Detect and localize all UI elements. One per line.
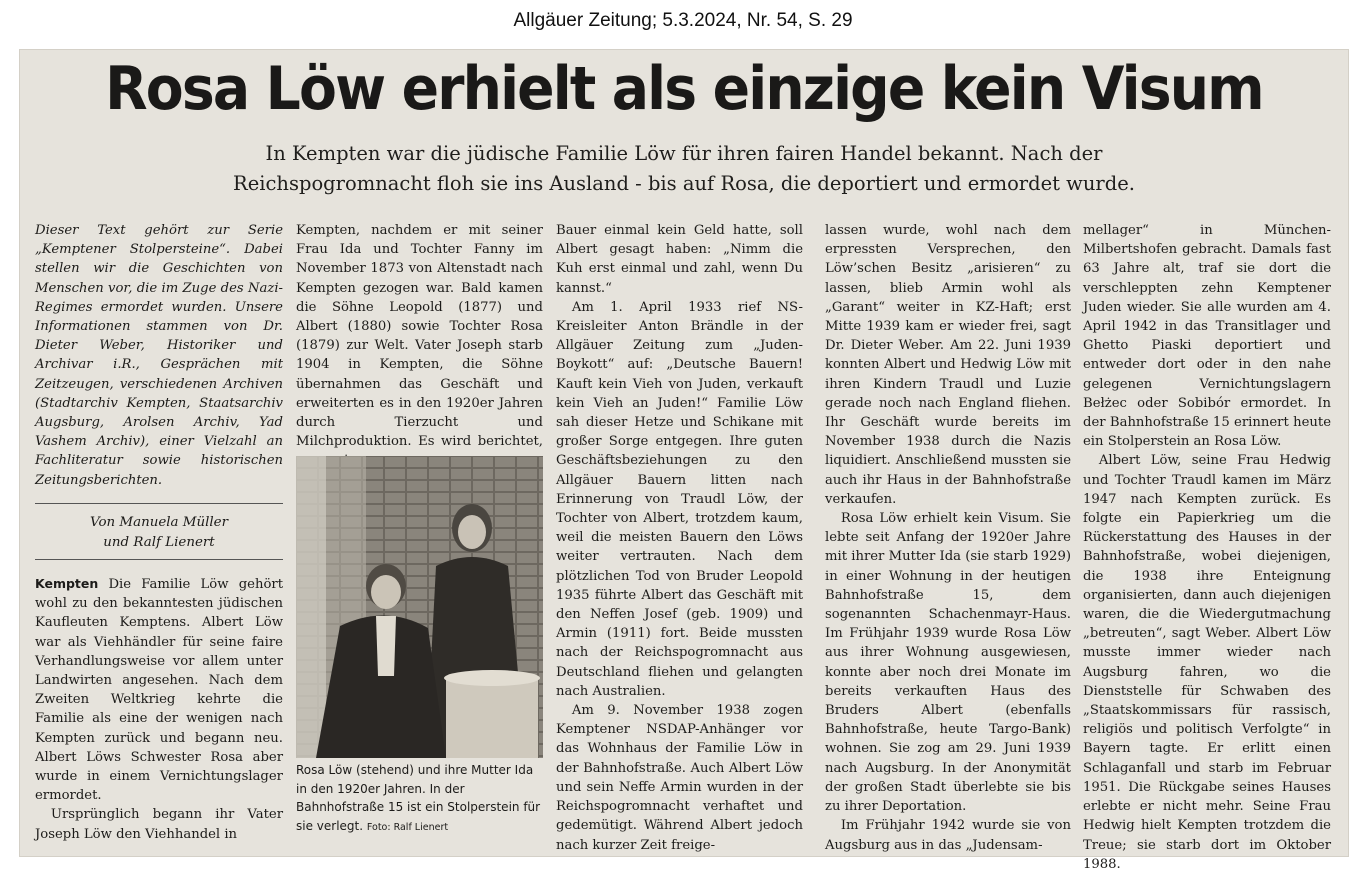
photo-credit: Foto: Ralf Lienert [366,821,449,833]
paragraph: Kempten, nachdem er mit seiner Frau Ida und Tochter Fanny im November 1873 von Altenstadt nach Kempten gezogen war. Bald kamen die Söhne Leopold (1877) und Albert (1880) sowie Tochter Rosa (1879) zur Welt. Vater Joseph starb 1904 in Kempten, die Söhne übernahmen das Geschäft und erweiterten es in den 1920er Jahren durch Tierzucht und Milchproduktion. Es wird berichtet, [296,223,543,450]
paragraph: Kempten Die Familie Löw gehört wohl zu den bekanntesten jüdischen Kaufleuten Kemptens. Albert Löw war als Viehhändler für seine faire Verhandlungsweise vor allem unter Landwirten angesehen. Nach dem Zweiten Weltkrieg kehrte die Familie als eine der wenigen nach Kempten zurück und begann neu. Albert Löws Schwester Rosa aber wurde in einem Vernichtungslager ermordet. [35,576,283,804]
subhead-line-1: In Kempten war die jüdische Familie Löw für ihren fairen Handel bekannt. Nach der [265,142,1103,165]
caption-text: Rosa Löw (stehend) und ihre Mutter Ida in den 1920er Jahren. In der Bahnhofstraße 15 ist ein Stolperstein für sie verlegt. [296,763,541,833]
headline: Rosa Löw erhielt als einzige kein Visum [105,54,1263,124]
paragraph: Rosa Löw erhielt kein Visum. Sie lebte seit Anfang der 1920er Jahre mit ihrer Mutter Ida (sie starb 1929) in einer Wohnung in der heutigen Bahnhofstraße 15, dem sogenannten Schachenmayr-Haus. Im Frühjahr 1939 wurde Rosa Löw aus ihrer Wohnung ausgewiesen, konnte aber noch drei Monate im bereits verkauften Haus des Bruders Albert (ebenfalls Bahnhofstraße, heute Targo-Bank) wohnen. Sie zog am 29. Juni 1939 nach Augsburg. In der Anonymität der großen Stadt überlebte sie bis zu ihrer Deportation. [825,511,1071,815]
paragraph: Am 9. November 1938 zogen Kemptener NSDAP-Anhänger vor das Wohnhaus der Familie Löw in der Bahnhofstraße. Auch Albert Löw und sein Neffe Armin wurden in der Reichspogromnacht verhaftet und gedemütigt. Während Albert jedoch nach kurzer Zeit freige- [556,703,803,853]
source-line: Allgäuer Zeitung; 5.3.2024, Nr. 54, S. 29 [513,10,853,31]
byline-line-1: Von Manuela Müller [90,515,228,530]
paragraph: Ursprünglich begann ihr Vater Joseph Löw den Viehhandel in [35,807,283,842]
paragraph: Im Frühjahr 1942 wurde sie von Augsburg aus in das „Judensam- [825,818,1071,853]
photo-caption [296,761,543,837]
subhead-line-2: Reichspogromnacht floh sie ins Ausland - bis auf Rosa, die deportiert und ermordet wurde. [233,172,1135,195]
column-1 [35,221,283,490]
divider-bottom [35,559,283,560]
paragraph: lassen wurde, wohl nach dem erpressten Versprechen, den Löw’schen Besitz „arisieren“ zu lassen, blieb Armin wohl als „Garant“ weiter in KZ-Haft; erst Mitte 1939 kam er wieder frei, sagt Dr. Dieter Weber. Am 22. Juni 1939 konnten Albert und Hedwig Löw mit ihren Kindern Traudl und Luzie gerade noch nach England fliehen. Ihr Geschäft wurde bereits im November 1938 durch die Nazis liquidiert. Anschließend mussten sie auch ihr Haus in der Bahnhofstraße verkaufen. [825,223,1071,507]
byline [35,513,283,553]
paragraph: Am 1. April 1933 rief NS-Kreisleiter Anton Brändle in der Allgäuer Zeitung zum „Juden-Boykott“ auf: „Deutsche Bauern! Kauft kein Vieh von Juden, verkauft kein Vieh an Juden!“ Familie Löw sah dieser Hetze und Schikane mit großer Sorge entgegen. Ihre guten Geschäftsbeziehungen zu den Allgäuer Bauern litten nach Erinnerung von Traudl Löw, der Tochter von Albert, trotzdem kaum, weil die meisten Bauern den Löws weiter vertrauten. Nach dem plötzlichen Tod von Bruder Leopold 1935 führte Albert das Geschäft mit den Neffen Josef (geb. 1909) und Armin (1911) fort. Beide mussten nach der Reichspogromnacht aus Deutschland fliehen und gelangten nach Australien. [556,299,803,699]
paragraph: Bauer einmal kein Geld hatte, soll Albert gesagt haben: „Nimm die Kuh erst einmal und zahl, wenn Du kannst.“ [556,223,803,296]
newspaper-clipping [19,49,1349,872]
column-2 [296,221,543,471]
photo-image [296,456,543,758]
series-intro: Dieser Text gehört zur Serie „Kemptener Stolpersteine“. Dabei stellen wir die Geschichten von Menschen vor, die im Zuge des Nazi-Regimes ermordet wurden. Unsere Informationen stammen von Dr. Dieter Weber, Historiker und Archivar i.R., Gesprächen mit Zeitzeugen, verschiedenen Archiven (Stadtarchiv Kempten, Staatsarchiv Augsburg, Arolsen Archiv, Yad Vashem Archiv), einer Vielzahl an Fachliteratur sowie historischen Zeitungsberichten. [35,223,283,488]
dateline: Kempten [35,576,99,591]
paragraph: Albert Löw, seine Frau Hedwig und Tochter Traudl kamen im März 1947 nach Kempten zurück. Es folgte ein Papierkrieg um die Rückerstattung des Hauses in der Bahnhofstraße, wobei diejenigen, die 1938 ihre Enteignung organisierten, dann auch diejenigen waren, die die Wiedergutmachung „betreuten“, sagt Weber. Albert Löw musste immer wieder nach Augsburg fahren, wo die Dienststelle für Schwaben des „Staatskommissars für rassisch, religiös und politisch Verfolgte“ in Bayern tagte. Er erlitt einen Schlaganfall und starb im Februar 1951. Die Rückgabe seines Hauses erlebte er nicht mehr. Seine Frau Hedwig hielt Kempten trotzdem die Treue; sie starb dort im Oktober 1988. [1083,453,1331,872]
column-4 [825,221,1071,855]
byline-line-2: und Ralf Lienert [103,535,215,550]
subheadline [139,139,1229,199]
divider-top [35,503,283,504]
column-3 [556,221,803,855]
column-1-body [35,574,283,844]
column-5 [1083,221,1331,874]
historic-photo [296,456,543,758]
paragraph: mellager“ in München-Milbertshofen gebracht. Damals fast 63 Jahre alt, traf sie dort die verschleppten zehn Kemptener Juden wieder. Sie alle wurden am 4. April 1942 in das Transitlager und Ghetto Piaski deportiert und entweder dort oder in den nahe gelegenen Vernichtungslagern Bełżec oder Sobibór ermordet. In der Bahnhofstraße 15 erinnert heute ein Stolperstein an Rosa Löw. [1083,223,1331,450]
